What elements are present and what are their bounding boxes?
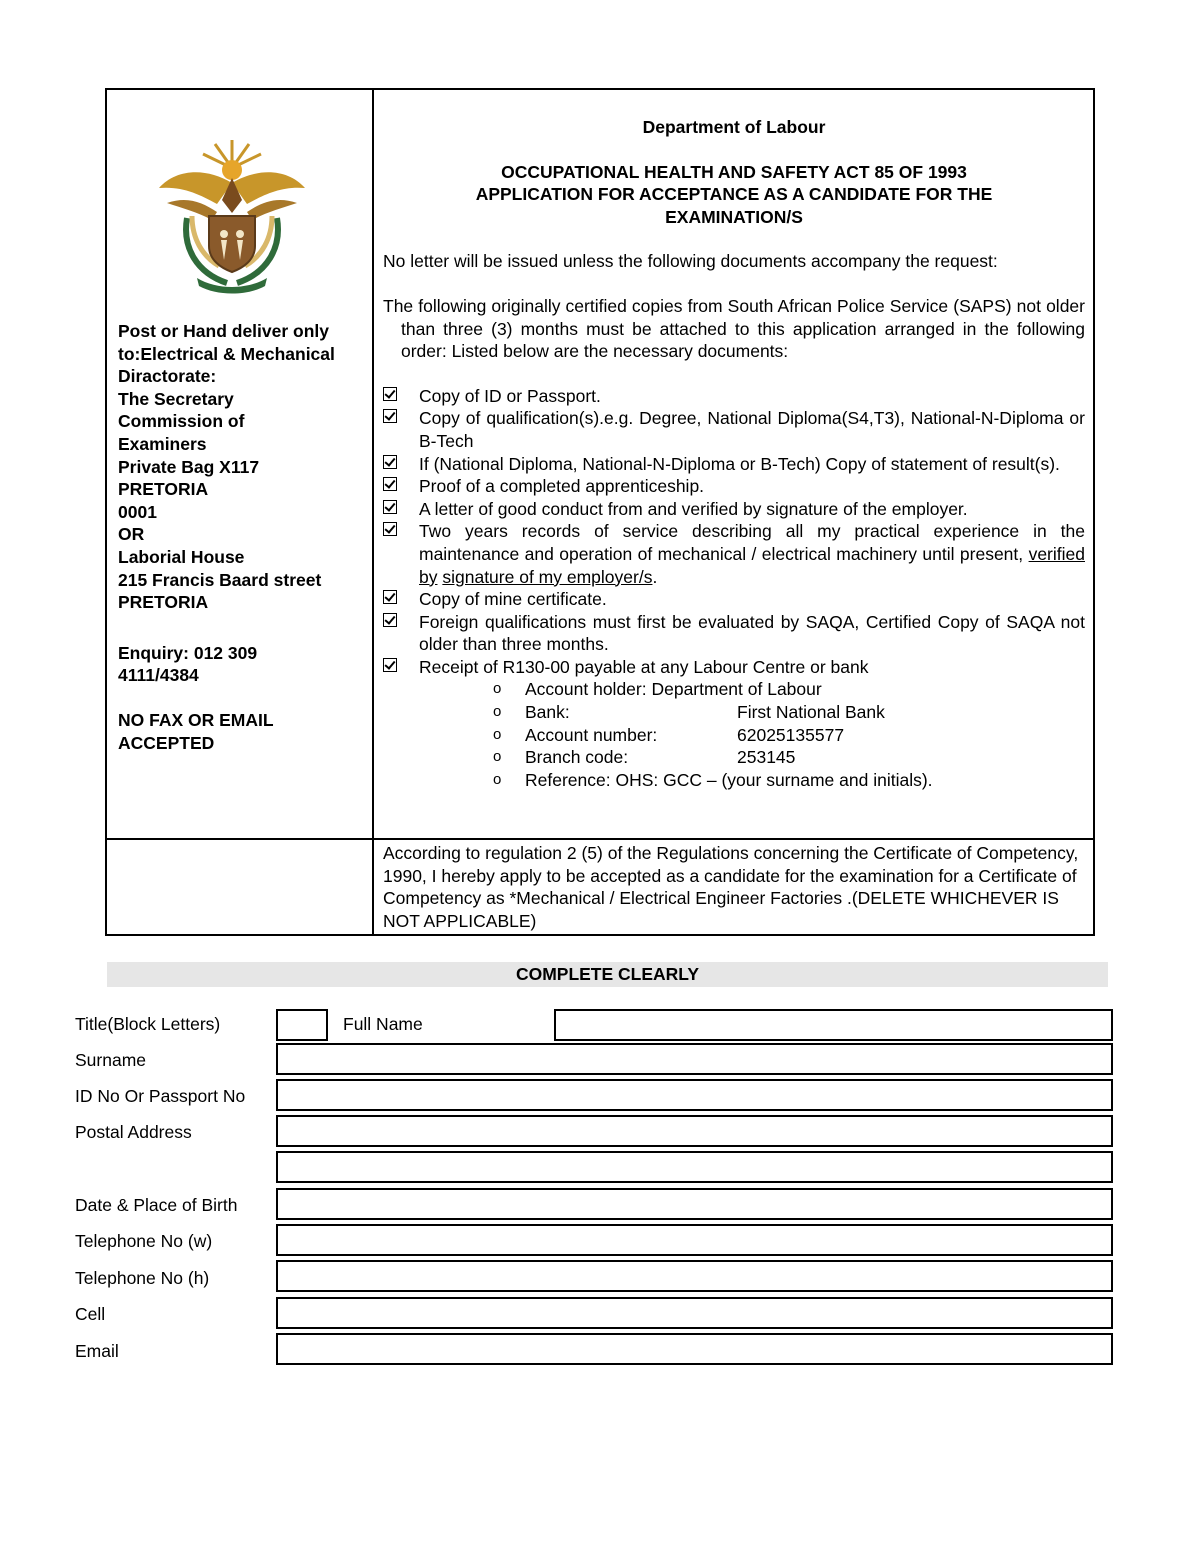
checkbox-checked-icon: [383, 590, 397, 604]
document-checklist: [383, 385, 1085, 679]
regulation-text: According to regulation 2 (5) of the Regulations concerning the Certificate of Competency, 1990, I hereby apply to be accepted as a candidate for the examination for a Certificate of Competency as *Mechanical / Electrical Engineer Factories .(DELETE WHICHEVER IS NOT APPLICABLE): [383, 843, 1079, 931]
checklist-item: Foreign qualifications must first be evaluated by SAQA, Certified Copy of SAQA not older than three months.: [383, 611, 1085, 656]
title-input[interactable]: [276, 1009, 328, 1041]
tel-w-input[interactable]: [276, 1224, 1113, 1256]
address-line: 0001: [118, 501, 157, 522]
header-table: [105, 88, 1095, 936]
surname-label: Surname: [75, 1050, 147, 1070]
address-line: Laborial House: [118, 546, 245, 567]
checklist-item: Receipt of R130-00 payable at any Labour Centre or bank: [383, 656, 1085, 679]
surname-input[interactable]: [276, 1043, 1113, 1075]
checklist-item: Copy of ID or Passport.: [383, 385, 1085, 408]
tel-h-label: Telephone No (h): [75, 1268, 210, 1288]
act-title-line: EXAMINATION/S: [665, 206, 803, 227]
address-line: Commission of: [118, 411, 245, 432]
checkbox-checked-icon: [383, 658, 397, 672]
no-fax-line: NO FAX OR EMAIL: [118, 709, 274, 730]
birth-label: Date & Place of Birth: [75, 1195, 238, 1215]
checkbox-checked-icon: [383, 387, 397, 401]
cell-input[interactable]: [276, 1297, 1113, 1329]
id-input[interactable]: [276, 1079, 1113, 1111]
bank-detail-item: o Account holder: Department of Labour: [493, 678, 1085, 701]
bank-detail-item: o Reference: OHS: GCC – (your surname and initials).: [493, 769, 1085, 792]
postal-address-block: [118, 320, 368, 754]
postal-address-label: Postal Address: [75, 1122, 192, 1142]
complete-clearly-heading: COMPLETE CLEARLY: [107, 962, 1108, 987]
tel-h-input[interactable]: [276, 1260, 1113, 1292]
checklist-item: Copy of qualification(s).e.g. Degree, National Diploma(S4,T3), National-N-Diploma or B-Tech: [383, 407, 1085, 452]
checklist-item: If (National Diploma, National-N-Diploma or B-Tech) Copy of statement of result(s).: [383, 453, 1085, 476]
checkbox-checked-icon: [383, 409, 397, 423]
act-title-line: APPLICATION FOR ACCEPTANCE AS A CANDIDATE FOR THE: [475, 184, 993, 205]
full-name-label: Full Name: [343, 1014, 423, 1034]
checkbox-checked-icon: [383, 477, 397, 491]
address-line: Private Bag X117: [118, 456, 260, 477]
no-fax-line: ACCEPTED: [118, 732, 215, 753]
checkbox-checked-icon: [383, 522, 397, 536]
coat-of-arms-icon: [147, 128, 317, 298]
checklist-item: A letter of good conduct from and verified by signature of the employer.: [383, 498, 1085, 521]
address-line: Diractorate:: [118, 366, 217, 387]
row-divider: [107, 838, 1093, 840]
address-line: The Secretary: [118, 388, 234, 409]
birth-input[interactable]: [276, 1188, 1113, 1220]
cell-label: Cell: [75, 1304, 106, 1324]
email-input[interactable]: [276, 1333, 1113, 1365]
requirements-paragraph: The following originally certified copies from South African Police Service (SAPS) not older than three (3) months must be attached to this application arranged in the following order: Listed below are the necessary documents:: [383, 295, 1085, 362]
id-label: ID No Or Passport No: [75, 1086, 246, 1106]
bank-details: [493, 678, 1085, 791]
postal-address-input-2[interactable]: [276, 1151, 1113, 1183]
checkbox-checked-icon: [383, 455, 397, 469]
bank-detail-item: o Account number: 62025135577: [493, 724, 1085, 747]
bank-detail-item: o Branch code: 253145: [493, 746, 1085, 769]
address-line: Examiners: [118, 433, 207, 454]
checklist-item: Proof of a completed apprenticeship.: [383, 475, 1085, 498]
enquiry-line: Enquiry: 012 309: [118, 642, 258, 663]
postal-address-input-1[interactable]: [276, 1115, 1113, 1147]
checklist-item: Two years records of service describing all my practical experience in the maintenance and operation of mechanical / electrical machinery until present, verified by signature of my employer/s.: [383, 520, 1085, 588]
checkbox-checked-icon: [383, 613, 397, 627]
notice-text: No letter will be issued unless the following documents accompany the request:: [383, 251, 998, 272]
checklist-item: Copy of mine certificate.: [383, 588, 1085, 611]
act-title: [383, 161, 1085, 229]
title-label: Title(Block Letters): [75, 1014, 221, 1034]
address-line: OR: [118, 524, 145, 545]
address-line: Post or Hand deliver only: [118, 321, 330, 341]
full-name-input[interactable]: [554, 1009, 1113, 1041]
bank-detail-item: o Bank: First National Bank: [493, 701, 1085, 724]
instructions-column: [383, 116, 1085, 791]
tel-w-label: Telephone No (w): [75, 1231, 213, 1251]
column-divider: [372, 90, 374, 934]
enquiry-line: 4111/4384: [118, 665, 199, 686]
address-line: 215 Francis Baard street: [118, 569, 322, 590]
address-line: PRETORIA: [118, 592, 209, 613]
email-label: Email: [75, 1341, 119, 1361]
department-title: Department of Labour: [642, 117, 826, 137]
act-title-line: OCCUPATIONAL HEALTH AND SAFETY ACT 85 OF 1993: [501, 161, 967, 182]
address-line: PRETORIA: [118, 479, 209, 500]
checkbox-checked-icon: [383, 500, 397, 514]
address-line: to:Electrical & Mechanical: [118, 343, 335, 364]
